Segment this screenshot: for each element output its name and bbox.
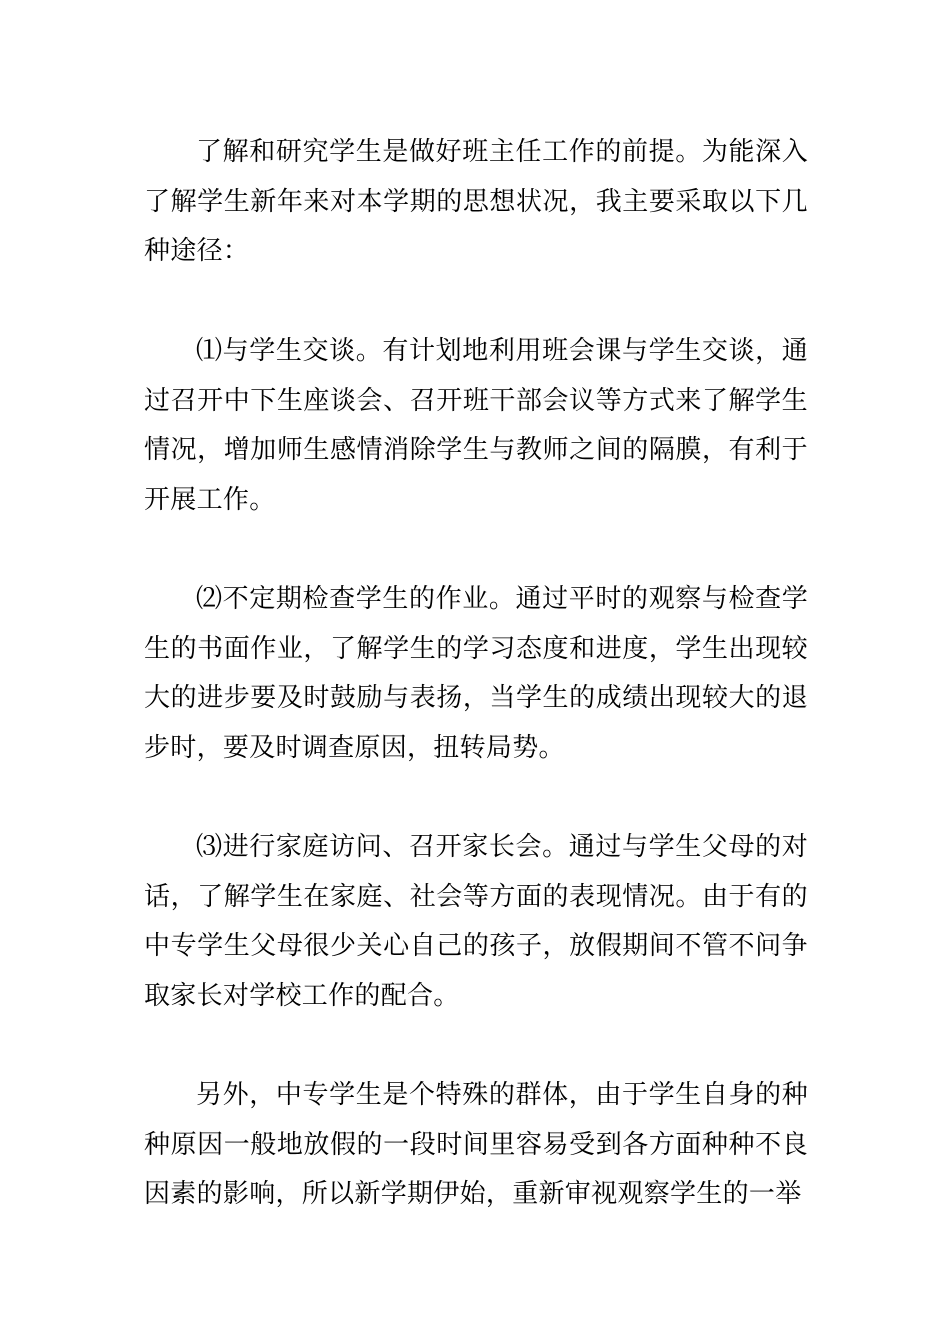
paragraph-additional: 另外，中专学生是个特殊的群体，由于学生自身的种种原因一般地放假的一段时间里容易受到各方面种种不良因素的影响，所以新学期伊始，重新审视观察学生的一举 [144, 1080, 808, 1210]
paragraph-method-3: ⑶进行家庭访问、召开家长会。通过与学生父母的对话，了解学生在家庭、社会等方面的表现情况。由于有的中专学生父母很少关心自己的孩子，放假期间不管不问争取家长对学校工作的配合。 [144, 832, 808, 1011]
paragraph-method-1: ⑴与学生交谈。有计划地利用班会课与学生交谈，通过召开中下生座谈会、召开班干部会议等方式来了解学生情况，增加师生感情消除学生与教师之间的隔膜，有利于开展工作。 [144, 336, 808, 515]
paragraph-method-2: ⑵不定期检查学生的作业。通过平时的观察与检查学生的书面作业，了解学生的学习态度和进度，学生出现较大的进步要及时鼓励与表扬，当学生的成绩出现较大的退步时，要及时调查原因，扭转局势。 [144, 584, 808, 763]
paragraph-intro: 了解和研究学生是做好班主任工作的前提。为能深入了解学生新年来对本学期的思想状况，我主要采取以下几种途径： [144, 137, 808, 267]
